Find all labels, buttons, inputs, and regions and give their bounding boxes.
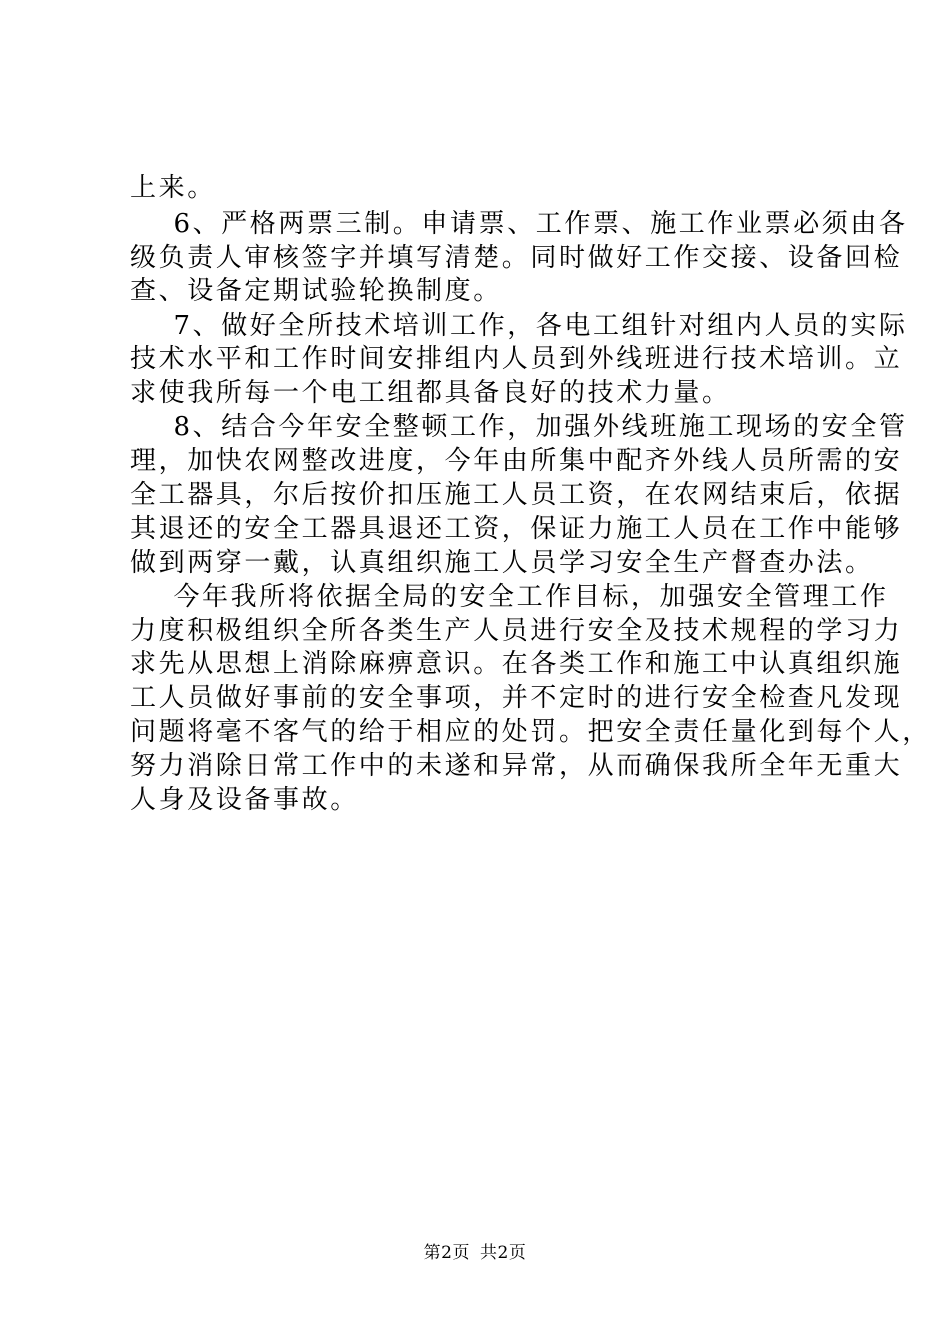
body-line: 理，加快农网整改进度，今年由所集中配齐外线人员所需的安 (130, 446, 903, 476)
body-line: 做到两穿一戴，认真组织施工人员学习安全生产督查办法。 (130, 548, 874, 578)
body-line: 7、做好全所技术培训工作，各电工组针对组内人员的实际 (130, 311, 908, 341)
body-line: 人身及设备事故。 (130, 785, 359, 815)
page-footer (0, 1242, 950, 1264)
body-line: 6、严格两票三制。申请票、工作票、施工作业票必须由各 (130, 209, 908, 239)
body-line: 求先从思想上消除麻痹意识。在各类工作和施工中认真组织施 (130, 649, 903, 679)
body-line: 努力消除日常工作中的未遂和异常，从而确保我所全年无重大 (130, 751, 903, 781)
body-line: 全工器具，尔后按价扣压施工人员工资，在农网结束后，依据 (130, 480, 903, 510)
body-line: 求使我所每一个电工组都具备良好的技术力量。 (130, 378, 731, 408)
body-line: 力度积极组织全所各类生产人员进行安全及技术规程的学习力 (130, 616, 903, 646)
body-line: 查、设备定期试验轮换制度。 (130, 276, 502, 306)
page-total: 共2页 (480, 1243, 527, 1263)
body-line: 工人员做好事前的安全事项，并不定时的进行安全检查凡发现 (130, 683, 903, 713)
body-line: 技术水平和工作时间安排组内人员到外线班进行技术培训。立 (130, 344, 903, 374)
body-line: 其退还的安全工器具退还工资，保证力施工人员在工作中能够 (130, 514, 903, 544)
body-line: 今年我所将依据全局的安全工作目标，加强安全管理工作 (130, 582, 889, 612)
page-number: 第2页 (423, 1243, 470, 1263)
body-line: 问题将毫不客气的给于相应的处罚。把安全责任量化到每个人， (130, 717, 931, 747)
body-line: 8、结合今年安全整顿工作，加强外线班施工现场的安全管 (130, 412, 908, 442)
body-line: 级负责人审核签字并填写清楚。同时做好工作交接、设备回检 (130, 243, 903, 273)
body-line: 上来。 (130, 173, 216, 203)
